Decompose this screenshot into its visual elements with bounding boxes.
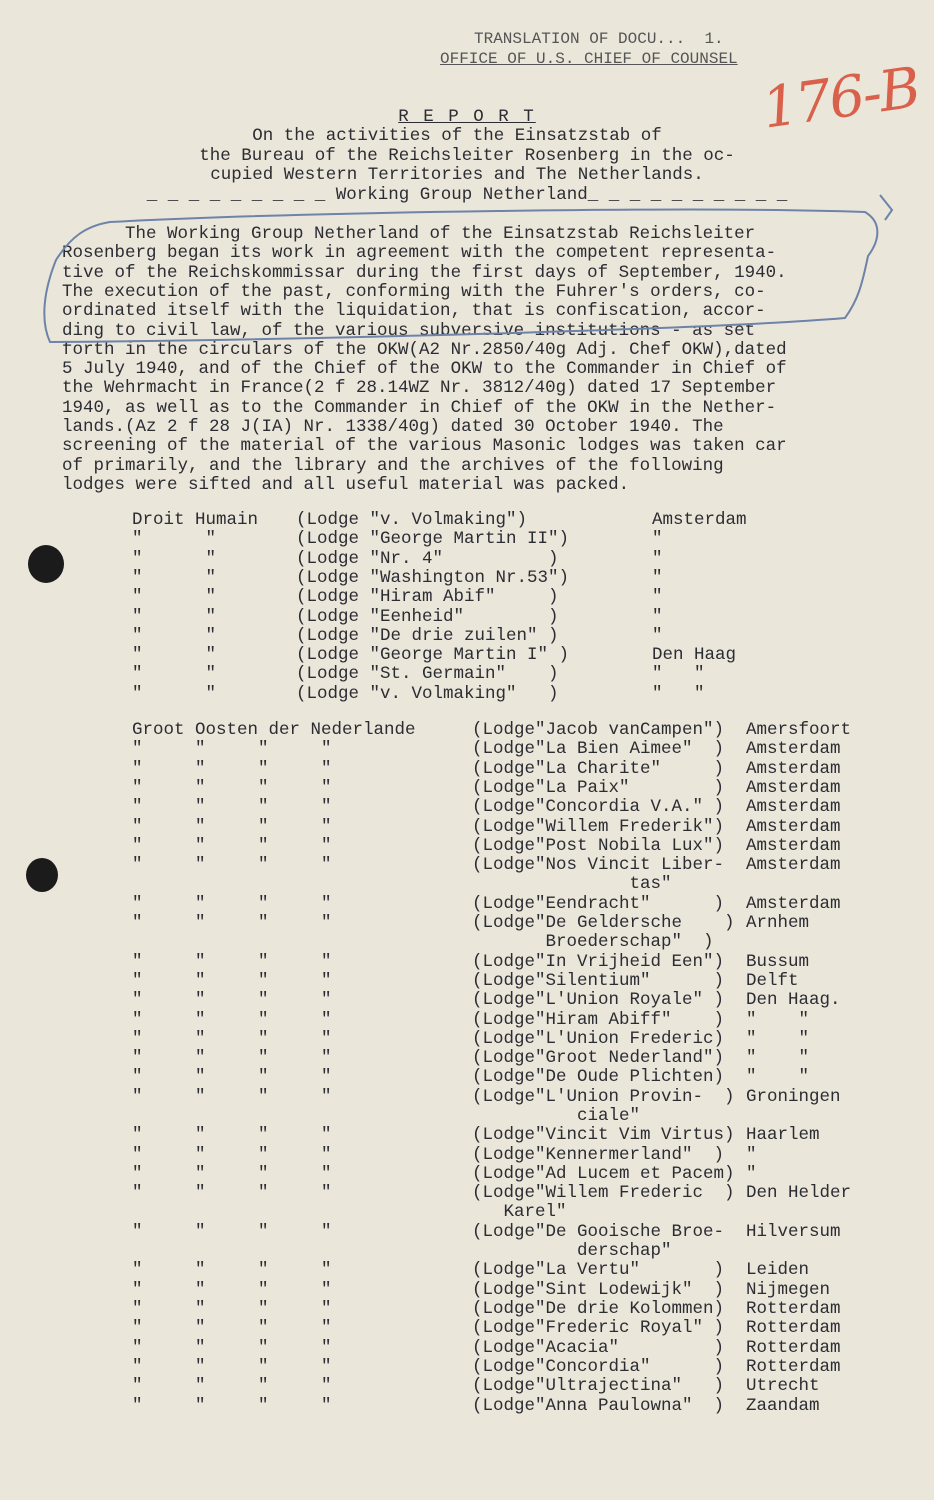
circled-paragraph-mark xyxy=(44,210,877,342)
lodge-name: (Lodge"Acacia" ) xyxy=(472,1337,725,1358)
lodge-order: " " " " xyxy=(132,1028,332,1049)
lodge-order: " " xyxy=(132,587,217,608)
lodge-city: Amersfoort xyxy=(746,720,852,740)
report-subtitle-line: the Bureau of the Reichsleiter Rosenberg in the oc- xyxy=(199,146,735,166)
lodge-name: (Lodge"Silentium" ) xyxy=(472,970,725,991)
handwritten-document-number: 176-B xyxy=(758,55,923,142)
lodge-city: " " xyxy=(652,683,705,704)
lodge-order: " " " " xyxy=(132,758,332,779)
lodge-order: " " " " xyxy=(132,1376,332,1397)
lodge-city: Arnhem xyxy=(746,913,810,933)
lodge-order: " " " " xyxy=(132,816,332,837)
lodge-order: " " " " xyxy=(132,797,332,818)
body-line: Rosenberg began its work in agreement with the competent representa- xyxy=(62,243,777,264)
lodge-order: " " xyxy=(132,645,217,666)
lodge-order: " " xyxy=(132,529,217,550)
lodge-city: Haarlem xyxy=(746,1125,820,1146)
lodge-name: (Lodge"Concordia" ) xyxy=(472,1356,725,1377)
lodge-order: " " " " xyxy=(132,1086,332,1107)
lodge-name: (Lodge"Sint Lodewijk" ) xyxy=(472,1279,725,1300)
body-line: The execution of the past, conforming with the Fuhrer's orders, co- xyxy=(62,281,766,302)
lodge-name: (Lodge "v. Volmaking" ) xyxy=(296,683,559,704)
lodge-order: " " xyxy=(132,625,217,646)
lodge-order: " " " " xyxy=(132,739,332,760)
lodge-city: Amsterdam xyxy=(652,510,747,530)
lodge-name: (Lodge"Groot Nederland") xyxy=(472,1048,725,1069)
lodge-name: (Lodge"Kennermerland" ) xyxy=(472,1144,725,1165)
lodge-city: Leiden xyxy=(746,1260,810,1281)
body-line: tive of the Reichskommissar during the first days of September, 1940. xyxy=(62,262,787,283)
lodge-order: " " " " xyxy=(132,1260,332,1281)
lodge-city: " " xyxy=(746,1048,810,1069)
header-office: OFFICE OF U.S. CHIEF OF COUNSEL xyxy=(440,50,738,68)
lodge-name: (Lodge"La Vertu" ) xyxy=(472,1260,725,1281)
lodge-order: " " xyxy=(132,664,217,685)
lodge-order: " " " " xyxy=(132,1299,332,1319)
lodge-order: " " " " xyxy=(132,1067,332,1088)
lodge-city: Amsterdam xyxy=(746,777,841,798)
lodge-order: " " " " xyxy=(132,1009,332,1030)
lodge-city: " " xyxy=(746,1067,810,1088)
lodge-name: (Lodge"De drie Kolommen) xyxy=(472,1299,725,1319)
body-line: 5 July 1940, and of the Chief of the OKW to the Commander in Chief of xyxy=(62,359,787,380)
lodge-name: (Lodge"La Charite" ) xyxy=(472,758,725,779)
lodge-order: " " " " xyxy=(132,1144,332,1165)
lodge-city: Utrecht xyxy=(746,1376,820,1397)
lodge-city: Bussum xyxy=(746,951,810,972)
lodge-city: " xyxy=(652,606,663,627)
lodge-name: (Lodge"Nos Vincit Liber- xyxy=(472,855,725,876)
lodge-name: (Lodge"L'Union Provin- ) xyxy=(472,1086,735,1107)
header-translation: TRANSLATION OF DOCU... 1. xyxy=(474,30,724,48)
lodge-name: (Lodge "Hiram Abif" ) xyxy=(296,587,559,608)
lodge-name: (Lodge"Willem Frederik") xyxy=(472,816,725,837)
body-line: ordinated itself with the liquidation, that is confiscation, accor- xyxy=(62,301,766,322)
lodge-city: " xyxy=(652,548,663,569)
lodge-order: " " " " xyxy=(132,1221,332,1242)
lodge-name: (Lodge "Eenheid" ) xyxy=(296,606,559,627)
lodge-city: Den Haag. xyxy=(746,990,841,1011)
lodge-city: Delft xyxy=(746,970,799,991)
lodge-name: (Lodge "St. Germain" ) xyxy=(296,664,559,685)
lodge-city: " " xyxy=(652,664,705,685)
lodge-order: " " xyxy=(132,606,217,627)
lodge-name-continued: Broederschap" ) xyxy=(472,932,714,952)
lodge-city: Amsterdam xyxy=(746,893,841,914)
lodge-order: " " " " xyxy=(132,777,332,798)
lodge-city: Amsterdam xyxy=(746,816,841,837)
lodge-city: " xyxy=(652,567,663,588)
lodge-city: " xyxy=(652,625,663,646)
lodge-name: (Lodge"In Vrijheid Een") xyxy=(472,951,725,972)
lodge-order: " " " " xyxy=(132,855,332,876)
lodge-city: Den Helder xyxy=(746,1183,852,1204)
lodge-order: Droit Humain xyxy=(132,510,259,530)
lodge-name-continued: tas" xyxy=(472,874,672,895)
lodge-city: Zaandam xyxy=(746,1395,820,1416)
body-line: the Wehrmacht in France(2 f 28.14WZ Nr. 3812/40g) dated 17 September xyxy=(62,378,777,399)
lodge-name: (Lodge"Ad Lucem et Pacem) xyxy=(472,1163,735,1184)
lodge-name: (Lodge "George Martin II") xyxy=(296,529,570,550)
lodge-city: Amsterdam xyxy=(746,739,841,760)
lodge-order: " " " " xyxy=(132,951,332,972)
lodge-name: (Lodge"Eendracht" ) xyxy=(472,893,725,914)
lodge-city: Amsterdam xyxy=(746,835,841,856)
lodge-city: Den Haag xyxy=(652,645,737,666)
lodge-city: Rotterdam xyxy=(746,1299,841,1319)
lodge-order: " " xyxy=(132,548,217,569)
body-line: screening of the material of the various Masonic lodges was taken car xyxy=(62,436,787,457)
lodge-order: " " xyxy=(132,567,217,588)
lodge-name: (Lodge "Washington Nr.53") xyxy=(296,567,570,588)
lodge-city: " xyxy=(652,587,663,608)
lodge-city: Amsterdam xyxy=(746,797,841,818)
lodge-name: (Lodge"Hiram Abiff" ) xyxy=(472,1009,725,1030)
pen-tick-mark xyxy=(880,195,892,220)
lodge-name: (Lodge "Nr. 4" ) xyxy=(296,548,559,569)
report-title: R E P O R T xyxy=(398,107,536,127)
lodge-city: " xyxy=(652,529,663,550)
lodge-order: " " " " xyxy=(132,970,332,991)
lodge-city: Amsterdam xyxy=(746,758,841,779)
lodge-order: " " " " xyxy=(132,913,332,933)
lodge-city: Groningen xyxy=(746,1086,841,1107)
lodge-name: (Lodge"De Gooische Broe- xyxy=(472,1221,725,1242)
body-line: lodges were sifted and all useful material was packed. xyxy=(62,474,630,495)
lodge-name: (Lodge"Frederic Royal" ) xyxy=(472,1318,725,1339)
lodge-city: Hilversum xyxy=(746,1221,841,1242)
lodge-name: (Lodge"La Paix" ) xyxy=(472,777,725,798)
lodge-order: " " " " xyxy=(132,1356,332,1377)
report-subtitle-line: _ _ _ _ _ _ _ _ _ Working Group Netherland_ _ _ _ _ _ _ _ _ _ xyxy=(146,185,788,205)
lodge-order: " " " " xyxy=(132,1183,332,1204)
lodge-name: (Lodge "v. Volmaking") xyxy=(296,510,528,530)
lodge-name: (Lodge"Jacob vanCampen") xyxy=(472,720,725,740)
lodge-name: (Lodge"De Oude Plichten) xyxy=(472,1067,725,1088)
lodge-city: Rotterdam xyxy=(746,1337,841,1358)
lodge-name: (Lodge"La Bien Aimee" ) xyxy=(472,739,725,760)
lodge-city: " xyxy=(746,1144,757,1165)
lodge-name-continued: ciale" xyxy=(472,1105,641,1126)
lodge-order: " " " " xyxy=(132,1318,332,1339)
body-line: of primarily, and the library and the archives of the following xyxy=(62,455,724,476)
lodge-city: Rotterdam xyxy=(746,1356,841,1377)
lodge-order: Groot Oosten der Nederlande xyxy=(132,720,416,740)
body-line: 1940, as well as to the Commander in Chief of the OKW in the Nether- xyxy=(62,397,777,418)
lodge-name-continued: Karel" xyxy=(472,1202,567,1223)
body-line: ding to civil law, of the various subversive institutions - as set xyxy=(62,320,756,341)
lodge-order: " " " " xyxy=(132,1125,332,1146)
lodge-name: (Lodge"De Geldersche ) xyxy=(472,913,735,933)
lodge-city: Amsterdam xyxy=(746,855,841,876)
body-line: lands.(Az 2 f 28 J(IA) Nr. 1338/40g) dated 30 October 1940. The xyxy=(62,417,724,437)
report-subtitle-line: On the activities of the Einsatzstab of xyxy=(252,126,662,146)
lodge-order: " " xyxy=(132,683,217,704)
lodge-order: " " " " xyxy=(132,893,332,914)
lodge-name-continued: derschap" xyxy=(472,1240,672,1261)
lodge-name: (Lodge"Willem Frederic ) xyxy=(472,1183,735,1204)
lodge-order: " " " " xyxy=(132,1279,332,1300)
lodge-city: Nijmegen xyxy=(746,1279,831,1300)
lodge-name: (Lodge"Vincit Vim Virtus) xyxy=(472,1125,735,1146)
lodge-order: " " " " xyxy=(132,1395,332,1416)
lodge-name: (Lodge"L'Union Frederic) xyxy=(472,1028,725,1049)
lodge-name: (Lodge"Anna Paulowna" ) xyxy=(472,1395,725,1416)
lodge-name: (Lodge"Concordia V.A." ) xyxy=(472,797,725,818)
lodge-name: (Lodge "George Martin I" ) xyxy=(296,645,570,666)
lodge-name: (Lodge"Post Nobila Lux") xyxy=(472,835,725,856)
lodge-name: (Lodge"L'Union Royale" ) xyxy=(472,990,725,1011)
lodge-city: " xyxy=(746,1163,757,1184)
lodge-name: (Lodge"Ultrajectina" ) xyxy=(472,1376,725,1397)
lodge-city: " " xyxy=(746,1009,810,1030)
body-line: forth in the circulars of the OKW(A2 Nr.2850/40g Adj. Chef OKW),dated xyxy=(62,339,787,360)
report-subtitle-line: cupied Western Territories and The Netherlands. xyxy=(210,165,704,185)
lodge-city: Rotterdam xyxy=(746,1318,841,1339)
lodge-city: " " xyxy=(746,1028,810,1049)
lodge-name: (Lodge "De drie zuilen" ) xyxy=(296,625,559,646)
lodge-order: " " " " xyxy=(132,1163,332,1184)
lodge-order: " " " " xyxy=(132,835,332,856)
lodge-order: " " " " xyxy=(132,1337,332,1358)
lodge-order: " " " " xyxy=(132,990,332,1011)
lodge-order: " " " " xyxy=(132,1048,332,1069)
body-line: The Working Group Netherland of the Einsatzstab Reichsleiter xyxy=(62,224,756,244)
